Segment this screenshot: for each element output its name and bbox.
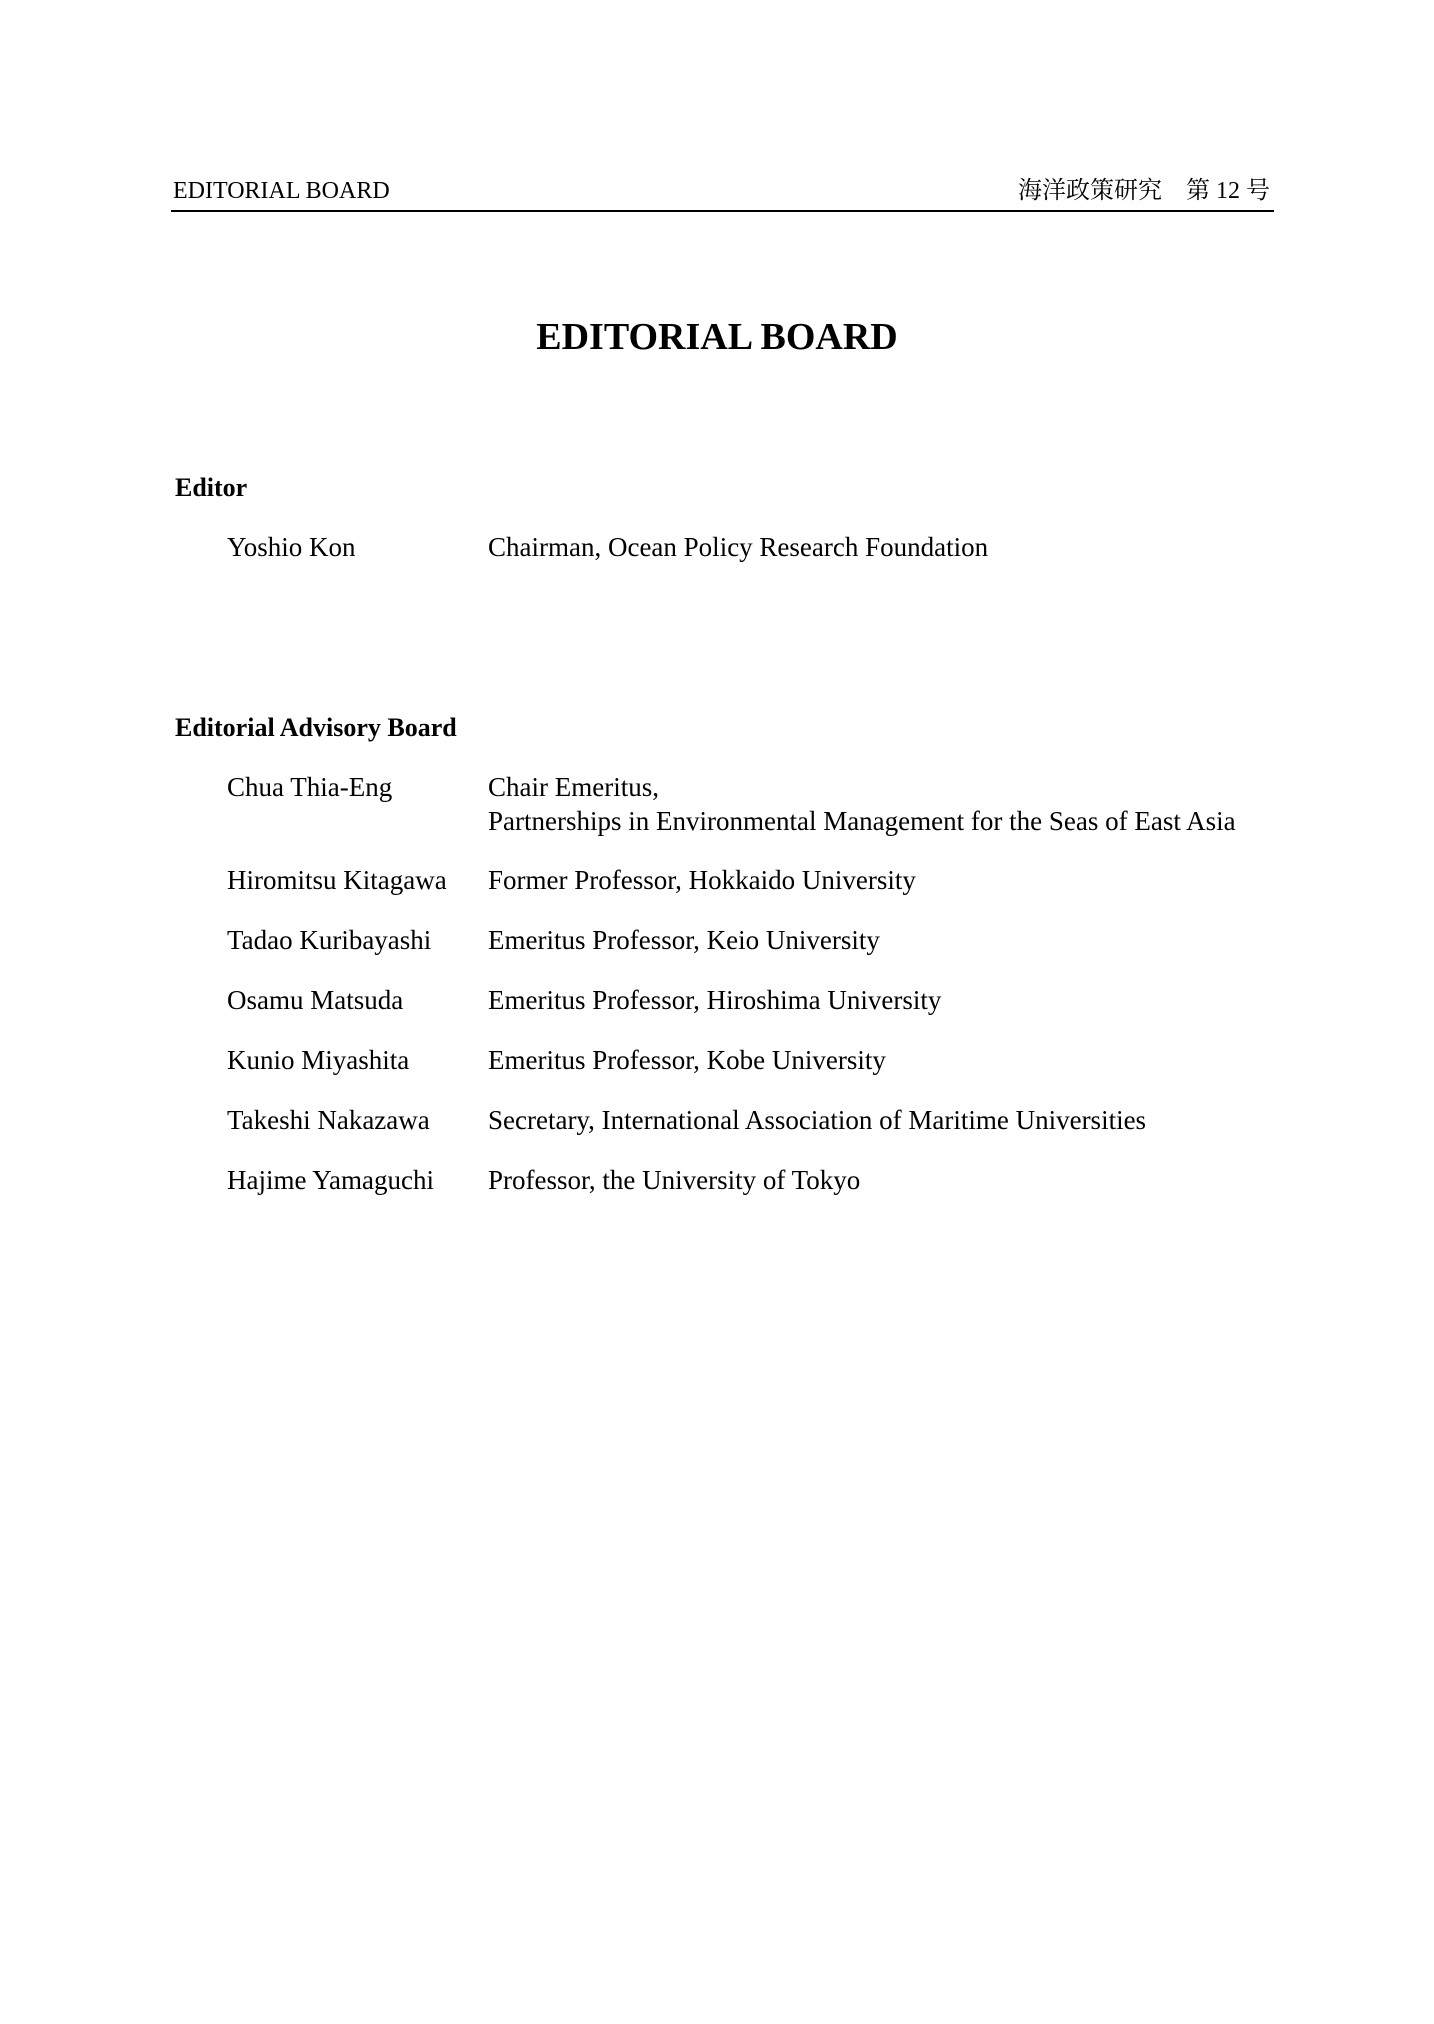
editor-heading: Editor [175, 473, 248, 502]
member-name: Tadao Kuribayashi [227, 925, 432, 955]
page-title: EDITORIAL BOARD [536, 316, 898, 358]
member-name: Hajime Yamaguchi [227, 1165, 434, 1195]
header-section-title: EDITORIAL BOARD [173, 178, 390, 204]
member-role: Chairman, Ocean Policy Research Foundation [488, 532, 989, 562]
member-name: Yoshio Kon [227, 532, 356, 562]
member-role: Emeritus Professor, Hiroshima University [488, 985, 942, 1015]
member-name: Hiromitsu Kitagawa [227, 865, 447, 895]
member-name: Takeshi Nakazawa [227, 1105, 430, 1135]
member-role: Professor, the University of Tokyo [488, 1165, 861, 1195]
member-name: Chua Thia-Eng [227, 772, 393, 802]
member-role: Emeritus Professor, Kobe University [488, 1045, 886, 1075]
header-journal-issue: 海洋政策研究 第 12 号 [1018, 178, 1270, 204]
member-role: Secretary, International Association of Maritime Universities [488, 1105, 1147, 1135]
member-name: Kunio Miyashita [227, 1045, 410, 1075]
member-role: Chair Emeritus, [488, 772, 659, 802]
member-role: Emeritus Professor, Keio University [488, 925, 880, 955]
member-role: Former Professor, Hokkaido University [488, 865, 916, 895]
member-role-line2: Partnerships in Environmental Management for the Seas of East Asia [488, 806, 1236, 836]
member-name: Osamu Matsuda [227, 985, 404, 1015]
advisory-board-heading: Editorial Advisory Board [175, 713, 457, 742]
running-header [171, 174, 1274, 212]
